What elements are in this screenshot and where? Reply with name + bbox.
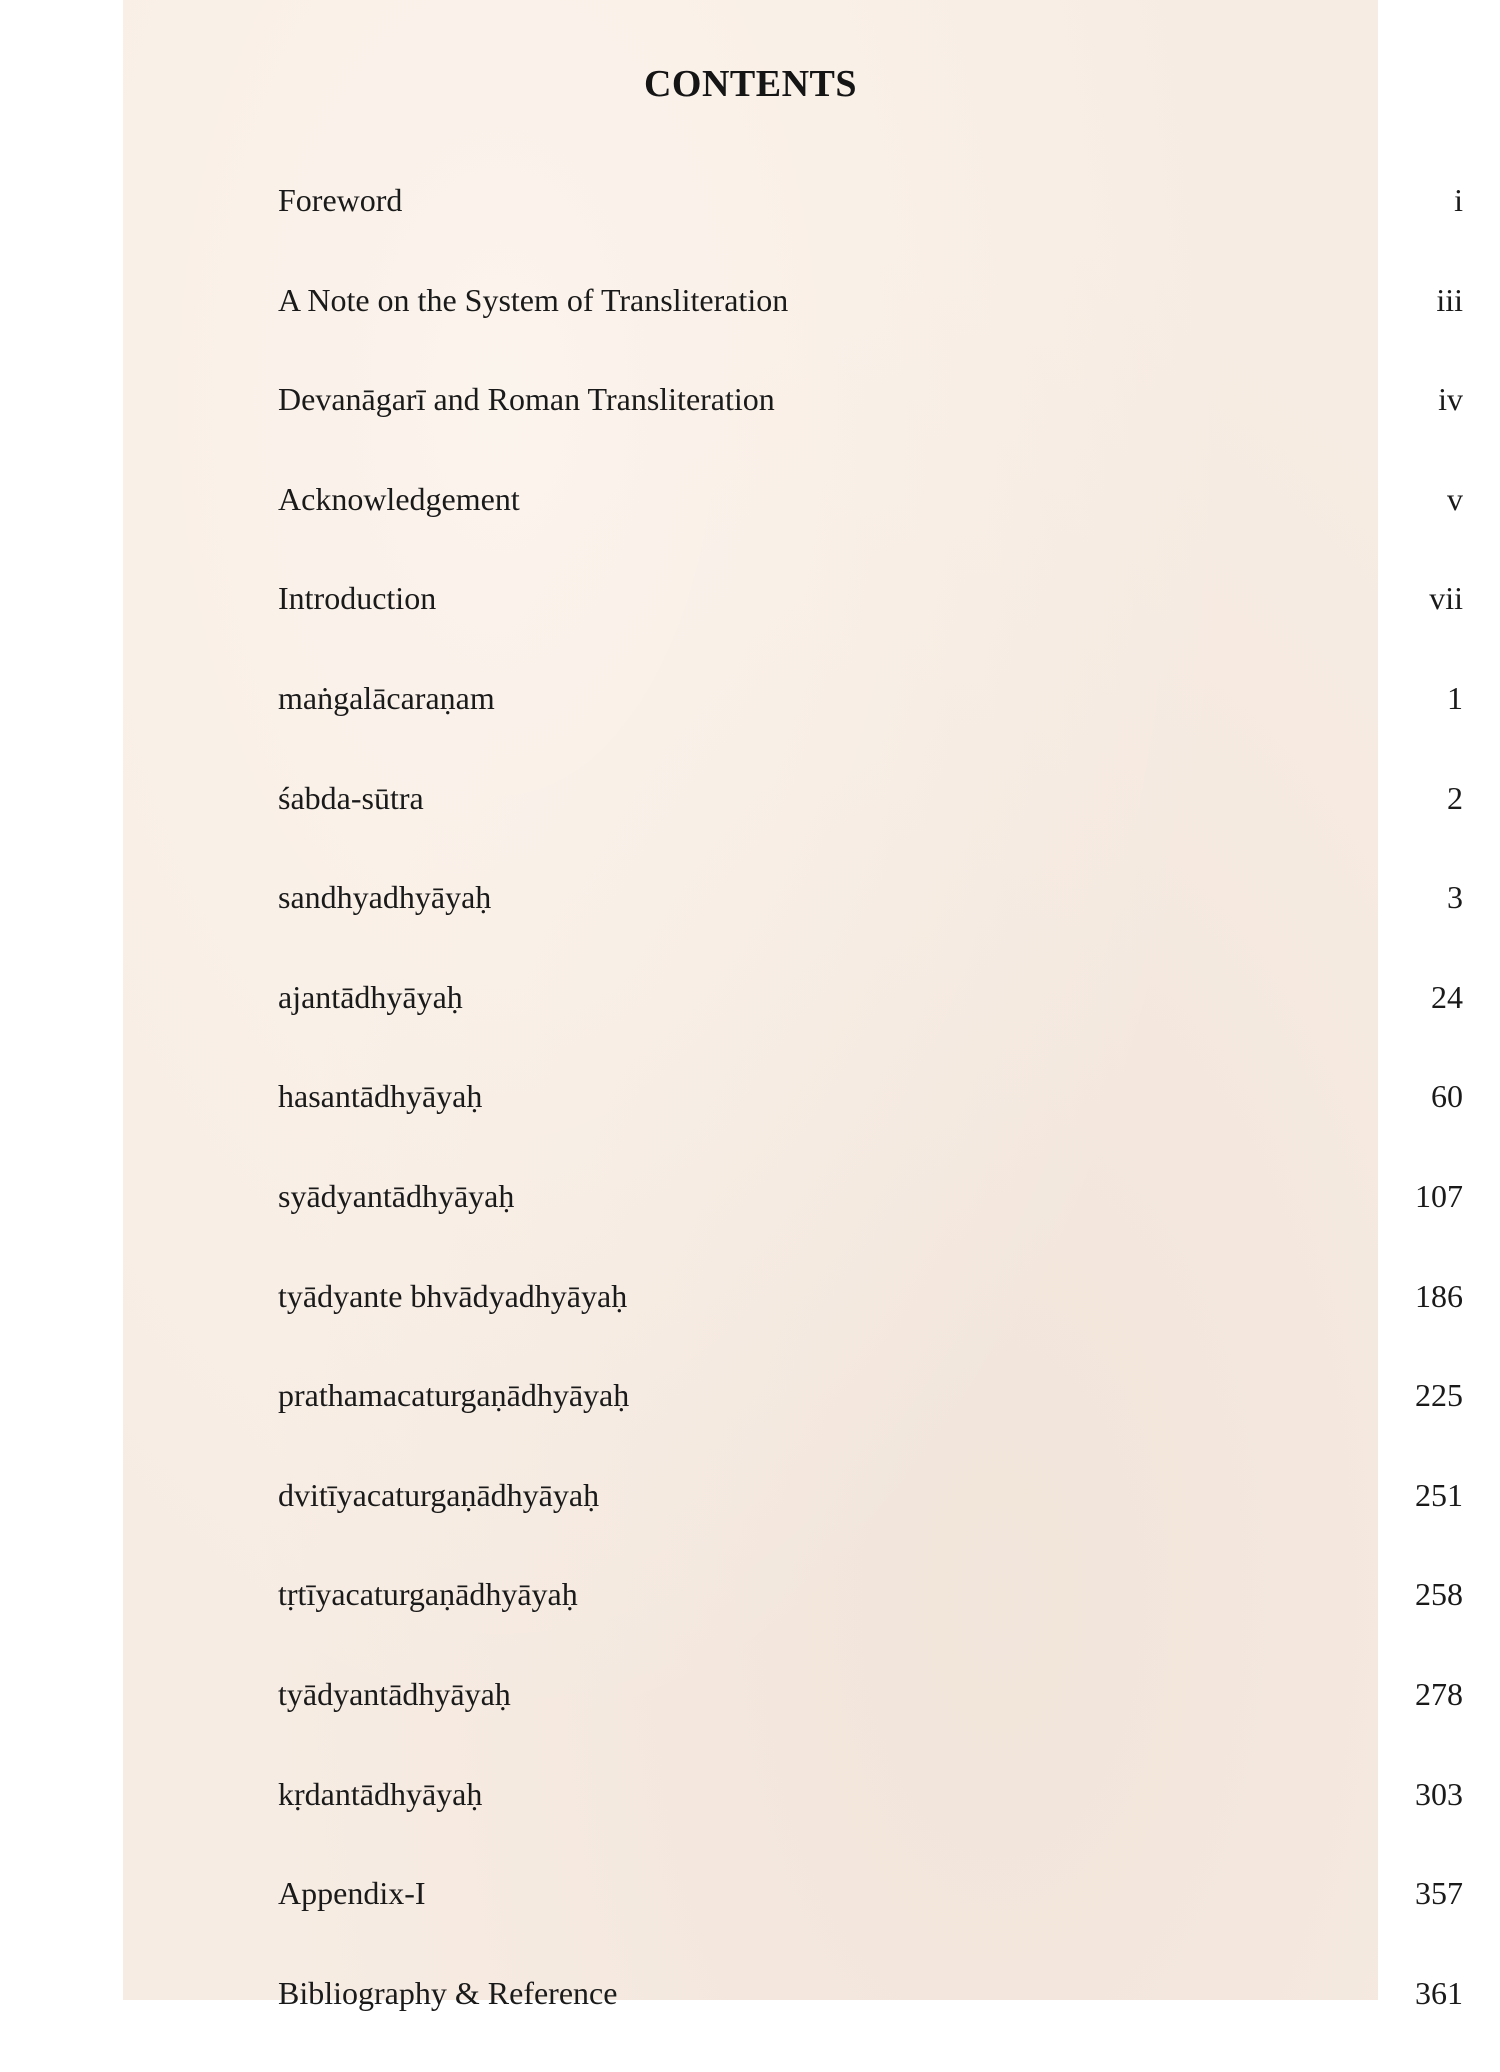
- toc-entry-title: ajantādhyāyaḥ: [278, 978, 463, 1015]
- toc-entry: [278, 778, 1463, 878]
- book-page: [123, 0, 1463, 2011]
- toc-page-number: iii: [1436, 281, 1463, 318]
- toc-page-number: 278: [1415, 1675, 1463, 1712]
- toc-page-number: 357: [1415, 1875, 1463, 1912]
- toc-page-number: 3: [1447, 879, 1463, 916]
- toc-page-number: 24: [1431, 978, 1463, 1015]
- toc-entry-title: tṛtīyacaturgaṇādhyāyaḥ: [278, 1576, 578, 1613]
- toc-entry: [278, 1475, 1463, 1575]
- toc-page-number: 303: [1415, 1775, 1463, 1812]
- toc-entry-title: A Note on the System of Transliteration: [278, 281, 789, 318]
- toc-entry-title: śabda-sūtra: [278, 779, 424, 816]
- toc-page-number: 361: [1415, 1974, 1463, 2011]
- toc-entry: [278, 1774, 1463, 1874]
- toc-entry: [278, 1176, 1463, 1276]
- toc-entry: [278, 1873, 1463, 1973]
- toc-entry-title: syādyantādhyāyaḥ: [278, 1177, 515, 1214]
- table-of-contents: [278, 180, 1463, 2072]
- toc-page-number: 258: [1415, 1576, 1463, 1613]
- toc-page-number: 1: [1447, 679, 1463, 716]
- toc-entry: [278, 977, 1463, 1077]
- toc-entry: [278, 1574, 1463, 1674]
- toc-entry-title: Devanāgarī and Roman Transliteration: [278, 381, 775, 418]
- toc-entry: [278, 379, 1463, 479]
- toc-page-number: 251: [1415, 1476, 1463, 1513]
- toc-entry-title: tyādyante bhvādyadhyāyaḥ: [278, 1277, 628, 1314]
- toc-page-number: v: [1447, 480, 1463, 517]
- toc-entry: [278, 1674, 1463, 1774]
- toc-entry-title: dvitīyacaturgaṇādhyāyaḥ: [278, 1476, 600, 1513]
- toc-page-number: 107: [1415, 1177, 1463, 1214]
- toc-entry-title: hasantādhyāyaḥ: [278, 1078, 483, 1115]
- toc-entry: [278, 1276, 1463, 1376]
- toc-entry: [278, 180, 1463, 280]
- toc-entry-title: tyādyantādhyāyaḥ: [278, 1675, 511, 1712]
- toc-entry-title: Bibliography & Reference: [278, 1974, 618, 2011]
- toc-entry-title: Acknowledgement: [278, 480, 520, 517]
- toc-entry: [278, 1973, 1463, 2072]
- toc-entry: [278, 678, 1463, 778]
- toc-entry-title: Appendix-I: [278, 1875, 426, 1912]
- toc-page-number: iv: [1438, 381, 1463, 418]
- toc-entry: [278, 877, 1463, 977]
- toc-entry: [278, 1375, 1463, 1475]
- toc-entry-title: prathamacaturgaṇādhyāyaḥ: [278, 1377, 630, 1414]
- toc-entry-title: sandhyadhyāyaḥ: [278, 879, 492, 916]
- page-title: CONTENTS: [643, 63, 858, 105]
- toc-entry-title: kṛdantādhyāyaḥ: [278, 1775, 483, 1812]
- toc-page-number: 186: [1415, 1277, 1463, 1314]
- toc-page-number: i: [1454, 182, 1463, 218]
- toc-entry-title: maṅgalācaraṇam: [278, 679, 495, 716]
- toc-entry-title: Foreword: [278, 182, 403, 218]
- toc-page-number: 225: [1415, 1377, 1463, 1414]
- toc-page-number: 2: [1447, 779, 1463, 816]
- toc-entry: [278, 280, 1463, 380]
- toc-entry: [278, 1076, 1463, 1176]
- toc-page-number: vii: [1429, 580, 1463, 617]
- toc-page-number: 60: [1431, 1078, 1463, 1115]
- toc-entry: [278, 479, 1463, 579]
- toc-entry-title: Introduction: [278, 580, 437, 617]
- toc-entry: [278, 578, 1463, 678]
